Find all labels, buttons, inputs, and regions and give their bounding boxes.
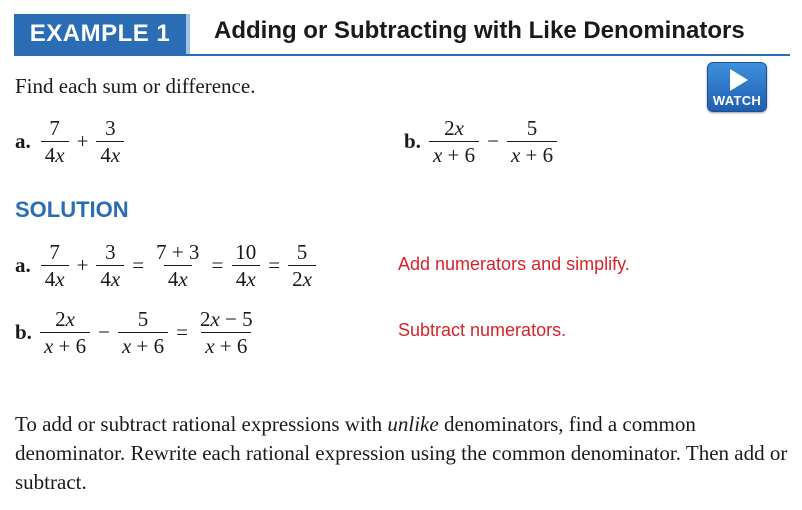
solution-b-label: b. [15,320,32,344]
example-badge [14,14,190,54]
fraction: $\frac{5}{x + 6}$ [118,307,168,358]
fraction: $\frac{5}{2x}$ [288,240,316,291]
operator: + [76,253,89,277]
fraction: $\frac{2x}{x + 6}$ [40,307,90,358]
fraction: $\frac{3}{4x}$ [96,116,124,167]
solution-a [15,240,318,291]
solution-a-label: a. [15,253,31,277]
fraction: $\frac{10}{4x}$ [231,240,260,291]
watch-video-button[interactable] [707,62,767,112]
heading-rule [14,54,790,56]
problem-b-label: b. [404,129,421,153]
problem-a-label: a. [15,129,31,153]
equals-sign: = [268,253,281,277]
instruction-text: Find each sum or difference. [15,74,256,98]
explanation-paragraph: To add or subtract rational expressions with unlike denominators, find a common denominator. Rewrite each rational expression using the common denominator. Then add or subtract. [15,412,788,494]
example-badge-text: EXAMPLE 1 [29,20,171,47]
solution-a-note: Add numerators and simplify. [398,254,630,274]
operator: − [487,129,499,153]
fraction: $\frac{7}{4x}$ [41,116,69,167]
solution-heading: SOLUTION [15,197,129,222]
fraction: $\frac{2x - 5}{x + 6}$ [199,307,253,358]
example-heading: Adding or Subtracting with Like Denominators [214,17,745,44]
problem-a [15,116,126,167]
solution-b [15,307,259,358]
play-icon [725,67,751,93]
fraction: $\frac{5}{x + 6}$ [507,116,557,167]
fraction: $\frac{7}{4x}$ [41,240,69,291]
equals-sign: = [176,320,188,344]
fraction: $\frac{2x}{x + 6}$ [429,116,479,167]
watch-label: WATCH [712,93,762,108]
solution-b-note: Subtract numerators. [398,320,567,340]
emphasis-text: unlike [387,412,439,436]
operator: + [76,129,89,153]
fraction: $\frac{3}{4x}$ [96,240,124,291]
equals-sign: = [211,253,224,277]
operator: − [98,320,110,344]
fraction: $\frac{7 + 3}{4x}$ [156,240,200,291]
equals-sign: = [132,253,145,277]
problem-b [404,116,559,167]
